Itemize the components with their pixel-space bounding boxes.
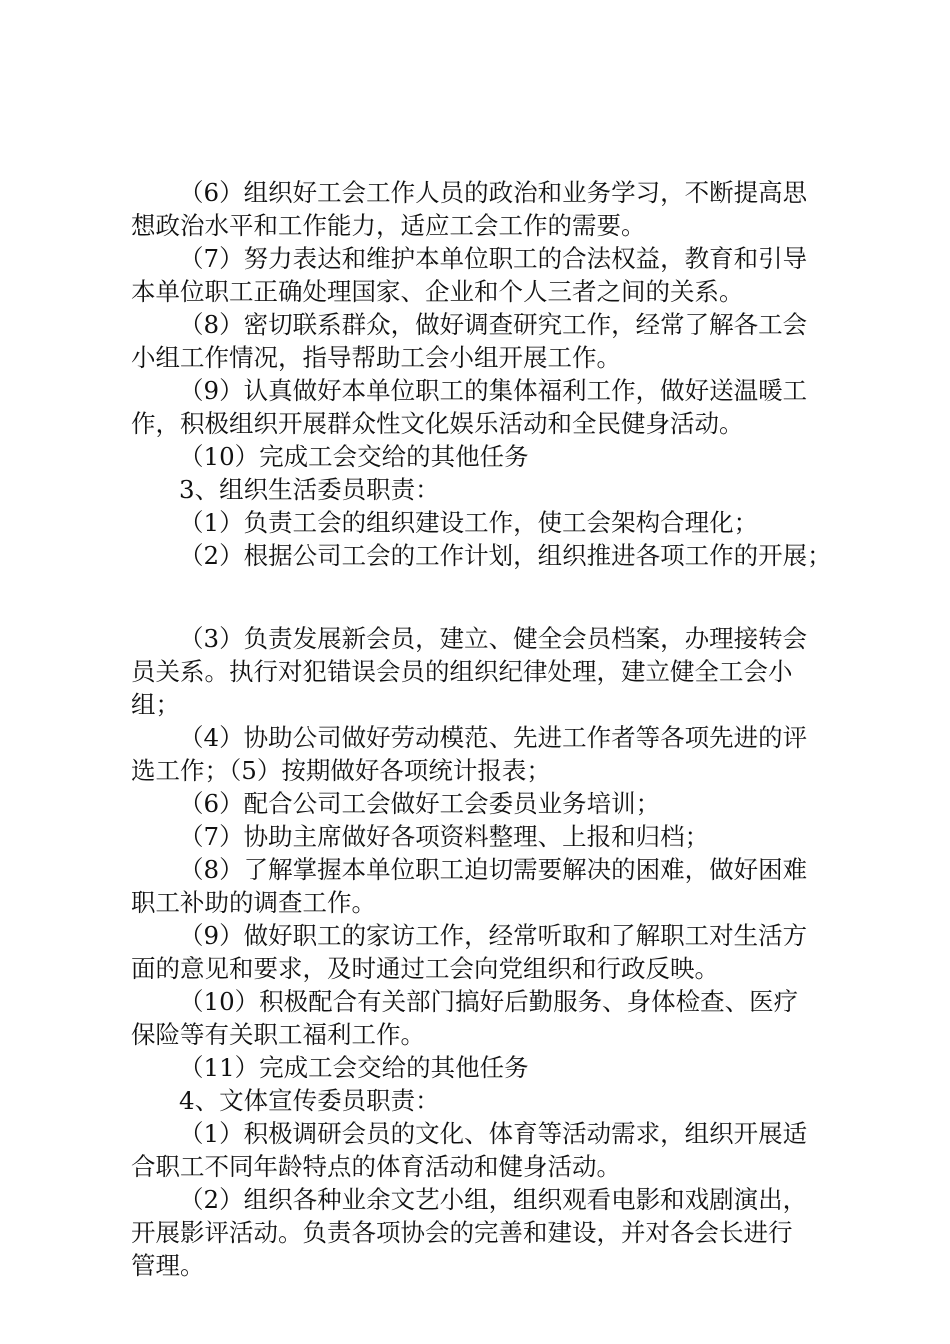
paragraph-line: （3）负责发展新会员，建立、健全会员档案，办理接转会	[179, 624, 808, 653]
paragraph-line: （8）了解掌握本单位职工迫切需要解决的困难，做好困难	[179, 855, 808, 884]
paragraph-line: 职工补助的调查工作。	[131, 888, 376, 917]
paragraph-line: 组；	[131, 690, 180, 719]
paragraph-line: 开展影评活动。负责各项协会的完善和建设，并对各会长进行	[131, 1218, 793, 1247]
paragraph-line: （6）组织好工会工作人员的政治和业务学习，不断提高思	[179, 178, 808, 207]
paragraph-line: 保险等有关职工福利工作。	[131, 1020, 425, 1049]
paragraph-line: 想政治水平和工作能力，适应工会工作的需要。	[131, 211, 646, 240]
paragraph-line: （1）负责工会的组织建设工作，使工会架构合理化；	[179, 508, 759, 537]
paragraph-line: 选工作；（5）按期做好各项统计报表；	[131, 756, 551, 785]
paragraph-line: （1）积极调研会员的文化、体育等活动需求，组织开展适	[179, 1119, 808, 1148]
section-heading: 4、文体宣传委员职责：	[179, 1086, 440, 1115]
paragraph-line: 合职工不同年龄特点的体育活动和健身活动。	[131, 1152, 621, 1181]
paragraph-line: （8）密切联系群众，做好调查研究工作，经常了解各工会	[179, 310, 808, 339]
paragraph-line: 小组工作情况，指导帮助工会小组开展工作。	[131, 343, 621, 372]
paragraph-line: （7）协助主席做好各项资料整理、上报和归档；	[179, 822, 710, 851]
paragraph-line: 作，积极组织开展群众性文化娱乐活动和全民健身活动。	[131, 409, 744, 438]
paragraph-line: （2）根据公司工会的工作计划，组织推进各项工作的开展；	[179, 541, 832, 570]
paragraph-line: （9）做好职工的家访工作，经常听取和了解职工对生活方	[179, 921, 808, 950]
blank-gap	[131, 572, 831, 622]
section-heading: 3、组织生活委员职责：	[179, 475, 440, 504]
paragraph-line: （11）完成工会交给的其他任务	[179, 1053, 529, 1082]
paragraph-line: （4）协助公司做好劳动模范、先进工作者等各项先进的评	[179, 723, 808, 752]
paragraph-line: 本单位职工正确处理国家、企业和个人三者之间的关系。	[131, 277, 744, 306]
paragraph-line: （9）认真做好本单位职工的集体福利工作，做好送温暖工	[179, 376, 808, 405]
paragraph-line: （6）配合公司工会做好工会委员业务培训；	[179, 789, 661, 818]
paragraph-line: 面的意见和要求，及时通过工会向党组织和行政反映。	[131, 954, 719, 983]
paragraph-line: （2）组织各种业余文艺小组，组织观看电影和戏剧演出，	[179, 1185, 808, 1214]
paragraph-line: 员关系。执行对犯错误会员的组织纪律处理，建立健全工会小	[131, 657, 793, 686]
paragraph-line: 管理。	[131, 1251, 205, 1280]
paragraph-line: （7）努力表达和维护本单位职工的合法权益，教育和引导	[179, 244, 808, 273]
paragraph-line: （10）完成工会交给的其他任务	[179, 442, 529, 471]
document-body	[131, 176, 831, 1282]
paragraph-line: （10）积极配合有关部门搞好后勤服务、身体检查、医疗	[179, 987, 799, 1016]
